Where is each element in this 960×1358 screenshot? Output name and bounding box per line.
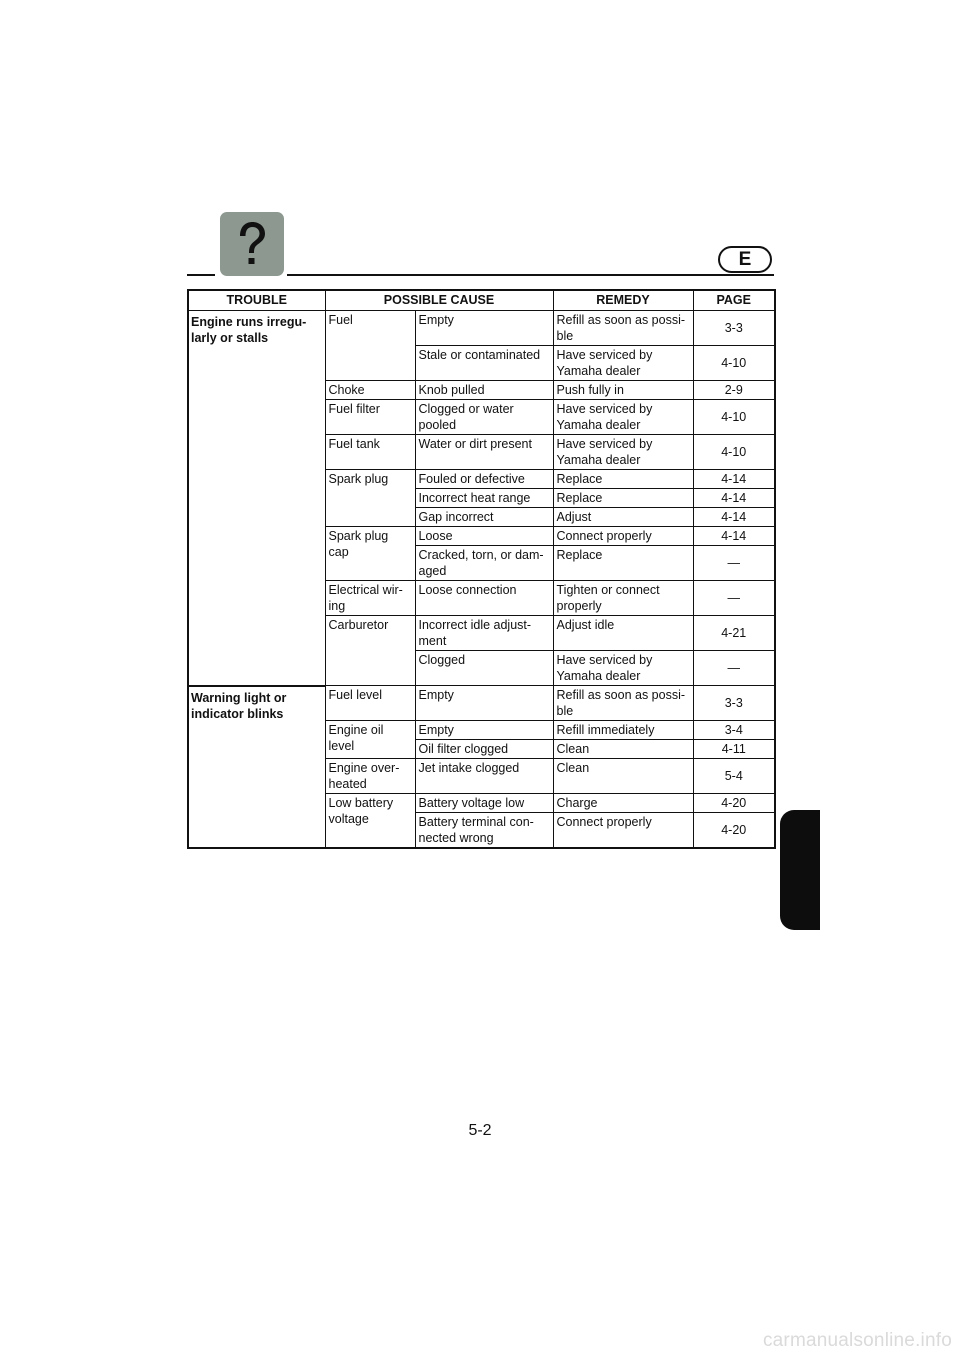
page-number: 5-2 [468, 1122, 492, 1139]
remedy-cell: Tighten or connect properly [553, 581, 693, 616]
cause-cell: Jet intake clogged [415, 759, 553, 794]
header-rule-left [187, 274, 215, 276]
cause-cell: Loose [415, 527, 553, 546]
cause-cell: Water or dirt present [415, 435, 553, 470]
page-cell: 4-14 [693, 470, 775, 489]
cause-cell: Cracked, torn, or dam- aged [415, 546, 553, 581]
page-cell: 4-11 [693, 740, 775, 759]
table-header-row [188, 290, 775, 311]
remedy-cell: Charge [553, 794, 693, 813]
part-cell: Fuel filter [325, 400, 415, 435]
table-row [188, 311, 775, 346]
page-cell: 4-14 [693, 489, 775, 508]
remedy-cell: Have serviced by Yamaha dealer [553, 435, 693, 470]
page-cell: 4-21 [693, 616, 775, 651]
cause-cell: Fouled or defective [415, 470, 553, 489]
column-header-possible-cause: POSSIBLE CAUSE [325, 290, 553, 311]
remedy-cell: Adjust idle [553, 616, 693, 651]
trouble-cell: Warning light or indicator blinks [188, 686, 325, 849]
table-body [188, 311, 775, 849]
trouble-cell: Engine runs irregu- larly or stalls [188, 311, 325, 686]
part-cell: Fuel [325, 311, 415, 381]
part-cell: Electrical wir- ing [325, 581, 415, 616]
part-cell: Choke [325, 381, 415, 400]
remedy-cell: Replace [553, 489, 693, 508]
remedy-cell: Clean [553, 759, 693, 794]
page-cell: — [693, 581, 775, 616]
page-cell: 4-10 [693, 400, 775, 435]
remedy-cell: Clean [553, 740, 693, 759]
cause-cell: Battery terminal con- nected wrong [415, 813, 553, 849]
cause-cell: Clogged or water pooled [415, 400, 553, 435]
page-cell: 3-3 [693, 686, 775, 721]
page-cell: 5-4 [693, 759, 775, 794]
part-cell: Low battery voltage [325, 794, 415, 849]
cause-cell: Knob pulled [415, 381, 553, 400]
remedy-cell: Have serviced by Yamaha dealer [553, 651, 693, 686]
page-cell: 3-4 [693, 721, 775, 740]
section-tab-marker [780, 810, 820, 930]
remedy-cell: Have serviced by Yamaha dealer [553, 400, 693, 435]
part-cell: Spark plug cap [325, 527, 415, 581]
table-row [188, 686, 775, 721]
page-cell: — [693, 546, 775, 581]
part-cell: Engine oil level [325, 721, 415, 759]
remedy-cell: Connect properly [553, 527, 693, 546]
question-mark-icon [220, 212, 284, 276]
remedy-cell: Replace [553, 470, 693, 489]
column-header-trouble: TROUBLE [188, 290, 325, 311]
cause-cell: Oil filter clogged [415, 740, 553, 759]
cause-cell: Battery voltage low [415, 794, 553, 813]
cause-cell: Clogged [415, 651, 553, 686]
page-cell: 4-14 [693, 527, 775, 546]
cause-cell: Incorrect heat range [415, 489, 553, 508]
part-cell: Fuel tank [325, 435, 415, 470]
cause-cell: Stale or contaminated [415, 346, 553, 381]
troubleshooting-table [187, 289, 776, 849]
column-header-remedy: REMEDY [553, 290, 693, 311]
cause-cell: Empty [415, 721, 553, 740]
part-cell: Fuel level [325, 686, 415, 721]
watermark: carmanualsonline.info [762, 1330, 952, 1351]
cause-cell: Empty [415, 686, 553, 721]
cause-cell: Incorrect idle adjust- ment [415, 616, 553, 651]
remedy-cell: Connect properly [553, 813, 693, 849]
language-badge: E [718, 246, 772, 273]
page-cell: 4-20 [693, 794, 775, 813]
cause-cell: Gap incorrect [415, 508, 553, 527]
page-cell: 4-10 [693, 435, 775, 470]
remedy-cell: Replace [553, 546, 693, 581]
remedy-cell: Adjust [553, 508, 693, 527]
remedy-cell: Refill as soon as possi- ble [553, 686, 693, 721]
remedy-cell: Push fully in [553, 381, 693, 400]
remedy-cell: Refill immediately [553, 721, 693, 740]
page-cell: 4-20 [693, 813, 775, 849]
page-cell: 4-10 [693, 346, 775, 381]
page-cell: 4-14 [693, 508, 775, 527]
cause-cell: Empty [415, 311, 553, 346]
cause-cell: Loose connection [415, 581, 553, 616]
page-cell: — [693, 651, 775, 686]
column-header-page: PAGE [693, 290, 775, 311]
part-cell: Engine over- heated [325, 759, 415, 794]
page-cell: 3-3 [693, 311, 775, 346]
part-cell: Carburetor [325, 616, 415, 686]
page-cell: 2-9 [693, 381, 775, 400]
part-cell: Spark plug [325, 470, 415, 527]
remedy-cell: Refill as soon as possi- ble [553, 311, 693, 346]
header-rule-right [287, 274, 774, 276]
remedy-cell: Have serviced by Yamaha dealer [553, 346, 693, 381]
